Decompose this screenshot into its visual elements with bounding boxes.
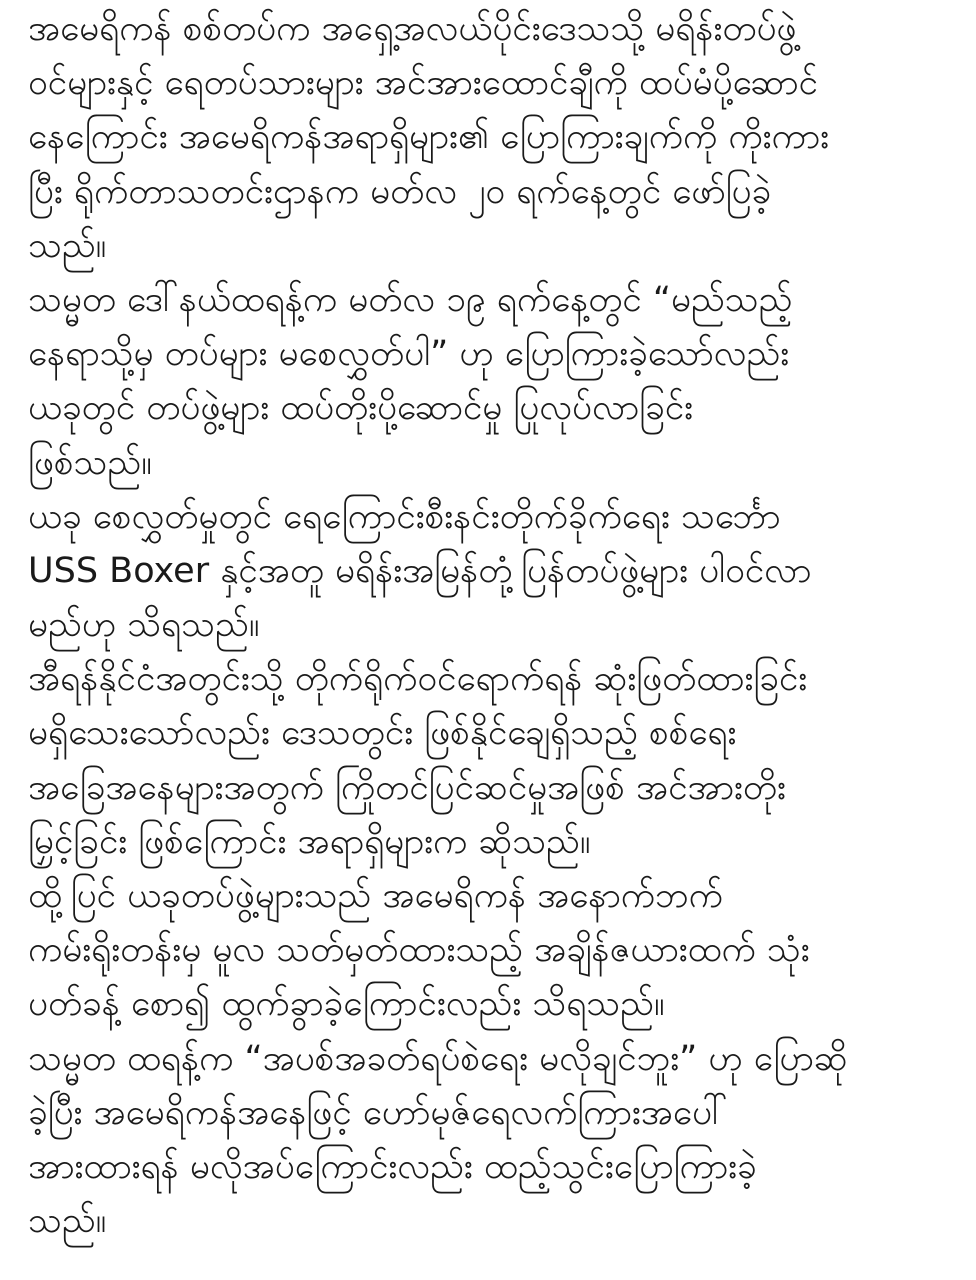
text-line: အီရန်နိုင်ငံအတွင်းသို့ တိုက်ရိုက်ဝင်ရောက်ရန် ဆုံးဖြတ်ထားခြင်း <box>28 659 808 700</box>
text-line: သမ္မတ ထရန့်က “အပစ်အခတ်ရပ်စဲရေး မလိုချင်ဘူး” ဟု ပြောဆို <box>28 1038 848 1079</box>
text-line: မြှင့်ခြင်း ဖြစ်ကြောင်း အရာရှိများက ဆိုသည်။ <box>28 821 591 862</box>
text-line: နေကြောင်း အမေရိကန်အရာရှိများ၏ ပြောကြားချက်ကို ကိုးကား <box>28 117 829 158</box>
text-line: ယခု စေလွှတ်မှုတွင် ရေကြောင်းစီးနင်းတိုက်ခိုက်ရေး သင်္ဘော <box>28 496 781 537</box>
text-line: အားထားရန် မလိုအပ်ကြောင်းလည်း ထည့်သွင်းပြောကြားခဲ့ <box>28 1146 757 1187</box>
text-line: ထို့ပြင် ယခုတပ်ဖွဲ့များသည် အမေရိကန် အနောက်ဘက် <box>28 876 723 916</box>
text-line: နေရာသို့မှ တပ်များ မစေလွှတ်ပါ” ဟု ပြောကြားခဲ့သော်လည်း <box>28 334 790 375</box>
text-line: မရှိသေးသော်လည်း ဒေသတွင်း ဖြစ်နိုင်ချေရှိသည့် စစ်ရေး <box>28 713 737 754</box>
text-line: အခြေအနေများအတွက် ကြိုတင်ပြင်ဆင်မှုအဖြစ် အင်အားတိုး <box>28 767 786 808</box>
text-line: ဖြစ်သည်။ <box>28 442 152 483</box>
text-line: ပတ်ခန့် စော၍ ထွက်ခွာခဲ့ကြောင်းလည်း သိရသည်။ <box>28 984 665 1025</box>
text-line: သည်။ <box>28 1201 107 1242</box>
text-line: သည်။ <box>28 225 107 266</box>
text-line: ယခုတွင် တပ်ဖွဲ့များ ထပ်တိုးပို့ဆောင်မှု ပြုလုပ်လာခြင်း <box>28 388 694 429</box>
text-line: ခဲ့ပြီး အမေရိကန်အနေဖြင့် ဟော်မုဇ်ရေလက်ကြားအပေါ် <box>28 1092 728 1133</box>
text-line: ဝင်များနှင့် ရေတပ်သားများ အင်အားထောင်ချီကို ထပ်မံပို့ဆောင် <box>28 63 818 104</box>
text-line: သမ္မတ ဒေါ်နယ်ထရန့်က မတ်လ ၁၉ ရက်နေ့တွင် “မည်သည့် <box>28 279 793 320</box>
text-line: ကမ်းရိုးတန်းမှ မူလ သတ်မှတ်ထားသည့် အချိန်ဇယားထက် သုံး <box>28 930 810 971</box>
article-body <box>28 0 958 1248</box>
text-line: အမေရိကန် စစ်တပ်က အရှေ့အလယ်ပိုင်းဒေသသို့ မရိန်းတပ်ဖွဲ့ <box>28 9 797 49</box>
text-line: USS Boxer နှင့်အတူ မရိန်းအမြန်တုံ့ပြန်တပ်ဖွဲ့များ ပါဝင်လာ <box>28 550 812 591</box>
text-line: ပြီး ရိုက်တာသတင်းဌာနက မတ်လ ၂၀ ရက်နေ့တွင် ဖော်ပြခဲ့ <box>28 171 772 212</box>
text-line: မည်ဟု သိရသည်။ <box>28 605 260 646</box>
